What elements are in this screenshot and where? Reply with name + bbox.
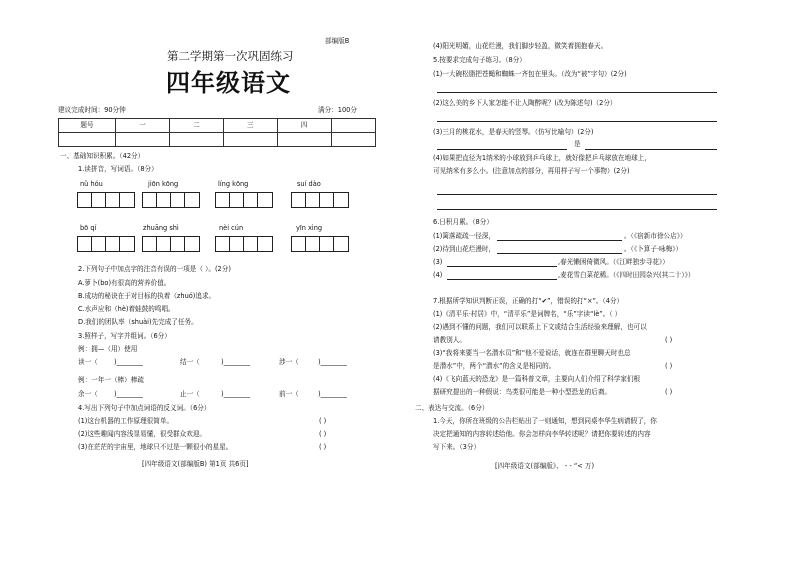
pinyin-label: bō qí xyxy=(80,224,97,232)
judgement: (2)遇到不懂的问题，我们可以联系上下文或结合生活经验来理解，也可以 xyxy=(433,323,647,331)
score-table-cell[interactable] xyxy=(277,133,331,147)
sentence: (2)这么美的乡下人家怎能不让人陶醉呢？(改为陈述句)（2分） xyxy=(433,99,617,107)
fill-item: )________ xyxy=(318,358,347,366)
option-b: B.成功的秘诀在于对目标的执着（zhuó)追求。 xyxy=(78,292,216,300)
answer-paren[interactable]: ( ) xyxy=(319,443,327,451)
judgement: (3)“我将来要当一名潜水员”和“他不爱说话，就连在群里聊天时也总 xyxy=(433,349,631,357)
answer-line[interactable] xyxy=(497,253,622,254)
poem-line: (4) xyxy=(433,271,443,279)
pinyin-label: líng kōng xyxy=(218,180,249,188)
score-table-cell: 四 xyxy=(277,119,331,133)
fill-item: 结一（ xyxy=(180,358,200,366)
fill-connector: 是 xyxy=(574,140,581,148)
writing-grid[interactable] xyxy=(291,192,349,208)
sentence: (4)如果把直径为1纳米的小球放到乒乓球上，就好像把乒乓球放在地球上， xyxy=(433,154,651,162)
edition-label: 部编版B xyxy=(325,37,350,45)
judgement: (1)《清平乐·村居》中，“清平乐”是词牌名，“乐”字读“lè”。（ ） xyxy=(433,310,622,318)
question-4: 4.写出下列句子中加点词语的反义词。（6分） xyxy=(78,404,211,412)
option-a: A.萝卜(bo)有很高的营养价值。 xyxy=(78,279,171,287)
option-d: D.我们的团队率（shuài)先完成了任务。 xyxy=(78,318,198,326)
answer-line[interactable] xyxy=(437,149,567,150)
judgement: 据研究提出的一种假说：鸟类很可能是一种小型恐龙的后裔。 xyxy=(433,388,612,396)
sentence: (2)这些趣闻内容浅显易懂，很受群众欢迎。 xyxy=(78,430,207,438)
fill-item: 读一（ xyxy=(78,358,98,366)
fill-item: )________ xyxy=(221,358,250,366)
score-table-cell xyxy=(59,133,116,147)
question-1: 1.读拼音，写词语。（8分） xyxy=(78,165,158,173)
judgement: 请教别人。 xyxy=(433,336,466,344)
sentence: 可见纳米有多么小。(注意加点的部分，再用样子写一个事物）(2分) xyxy=(433,167,630,175)
score-table xyxy=(58,118,376,147)
sentence: (4)阳光明媚，山花烂漫，我们脚步轻盈，微笑着拥抱春天。 xyxy=(433,42,608,50)
poem-line: (1)篱落疏疏一径深， xyxy=(433,232,496,240)
question-2: 2.下列句子中加点字的注音有误的一项是（ ）。(2分) xyxy=(78,265,231,273)
score-table-score-row xyxy=(59,133,376,147)
answer-paren[interactable]: ( ) xyxy=(665,388,673,396)
answer-line[interactable] xyxy=(437,209,717,210)
sentence: (1)一大碗松脂把苍蝇和蜘蛛一齐包在里头。（改为“被”字句）(2分) xyxy=(433,70,627,78)
answer-paren[interactable]: ( ) xyxy=(665,362,673,370)
answer-paren[interactable]: ( ) xyxy=(665,336,673,344)
score-table-cell: 一 xyxy=(116,119,170,133)
pinyin-label: yīn xìng xyxy=(296,224,323,232)
example-2: 例：一年一（棒）棒疏 xyxy=(78,376,144,384)
question-3: 3.照样子，写字并组词。（6分） xyxy=(78,332,171,340)
question-6: 6.日积月累。（8分） xyxy=(433,218,493,226)
example-1: 例：拥—（用）使用 xyxy=(78,345,138,353)
fill-item: )________ xyxy=(318,390,347,398)
writing-grid[interactable] xyxy=(77,192,135,208)
sentence: (3)三月的桃花水，是春天的竖琴。（仿写比喻句）(2分) xyxy=(433,128,594,136)
score-table-cell: 二 xyxy=(169,119,223,133)
fill-item: 前一（ xyxy=(279,390,299,398)
answer-line[interactable] xyxy=(437,121,717,122)
answer-line[interactable] xyxy=(437,194,717,195)
section-2-heading: 二、表达与交流。（6分） xyxy=(415,404,489,412)
fill-item: )________ xyxy=(114,358,143,366)
poem-line: (2)待到山花烂漫时， xyxy=(433,245,496,253)
answer-paren[interactable]: ( ) xyxy=(319,417,327,425)
page-footer: [四年级语文(部编版》、 - - “< 万) xyxy=(495,462,595,470)
fill-item: )________ xyxy=(221,390,250,398)
writing-grid[interactable] xyxy=(77,236,135,252)
question-8: 1.今天，你所在班级的公告栏贴出了一则通知，想到同桌李华生病请假了，你 xyxy=(433,417,657,425)
fill-item: )________ xyxy=(114,390,143,398)
question-8: 决定把通知的内容转述给他。你会怎样向李华转述呢？请把你要转述的内容 xyxy=(433,430,651,438)
full-score: 满分：100分 xyxy=(318,106,357,114)
fill-item: 余一（ xyxy=(78,390,98,398)
poem-source: 。（《宿新市徐公店》） xyxy=(624,232,687,240)
answer-line[interactable] xyxy=(447,266,557,267)
answer-line[interactable] xyxy=(585,149,717,150)
answer-line[interactable] xyxy=(447,279,557,280)
score-table-cell: 三 xyxy=(223,119,277,133)
judgement: (4)《飞向蓝天的恐龙》是一篇科普文章，主要向人们介绍了科学家们根 xyxy=(433,375,641,383)
answer-paren[interactable]: ( ) xyxy=(319,430,327,438)
option-c: C.水声应和（hè)着蛙鼓的鸣唱。 xyxy=(78,305,175,313)
pinyin-label: nèi cún xyxy=(219,224,244,232)
poem-line: (3) xyxy=(433,258,443,266)
score-table-cell[interactable] xyxy=(331,133,375,147)
sentence: (3)在茫茫的宇宙里，地球只不过是一颗很小的星星。 xyxy=(78,443,233,451)
poem-source: 。（《卜算子·咏梅》） xyxy=(624,245,683,253)
section-1-heading: 一、基础知识积累。（42分） xyxy=(60,152,145,160)
poem-source: ,麦花雪白菜花稀。（《四时田园杂兴(其二十）》） xyxy=(558,271,695,279)
poem-source: ,春光懒困倚微风。（《江畔独步寻花》） xyxy=(558,258,669,266)
question-8: 写下来。（3分） xyxy=(433,443,481,451)
writing-grid[interactable] xyxy=(291,236,349,252)
page-footer: [四年级语文(部编版B) 第1页 共6页] xyxy=(142,460,249,468)
score-table-cell[interactable] xyxy=(116,133,170,147)
writing-grid[interactable] xyxy=(142,236,200,252)
pinyin-label: nǔ hóu xyxy=(80,180,103,188)
sentence: (1)这台机器的工作原理很简单。 xyxy=(78,417,174,425)
fill-item: 涉一（ xyxy=(279,358,299,366)
pinyin-label: zhuāng shì xyxy=(143,224,179,232)
score-table-cell[interactable] xyxy=(223,133,277,147)
score-table-cell xyxy=(331,119,375,133)
writing-grid[interactable] xyxy=(215,236,273,252)
suggested-time: 建议完成时间：90分钟 xyxy=(58,106,126,114)
score-table-cell: 题号 xyxy=(59,119,116,133)
exam-subtitle: 第二学期第一次巩固练习 xyxy=(167,49,294,63)
question-5: 5.按要求完成句子练习。（8分） xyxy=(433,56,526,64)
writing-grid[interactable] xyxy=(142,192,200,208)
score-table-header-row xyxy=(59,119,376,133)
answer-line[interactable] xyxy=(497,240,622,241)
score-table-cell[interactable] xyxy=(169,133,223,147)
pinyin-label: jiōn kōng xyxy=(148,180,179,188)
answer-line[interactable] xyxy=(437,92,717,93)
judgement: 是潜水”中，两个“潜水”的含义是相同的。 xyxy=(433,362,556,370)
writing-grid[interactable] xyxy=(215,192,273,208)
pinyin-label: suí dào xyxy=(297,180,321,188)
fill-item: 止一（ xyxy=(180,390,200,398)
question-7: 7.根据所学知识判断正误，正确的打“✔”，错误的打“×”。（4分） xyxy=(433,297,624,305)
exam-title: 四年级语文 xyxy=(166,69,291,97)
